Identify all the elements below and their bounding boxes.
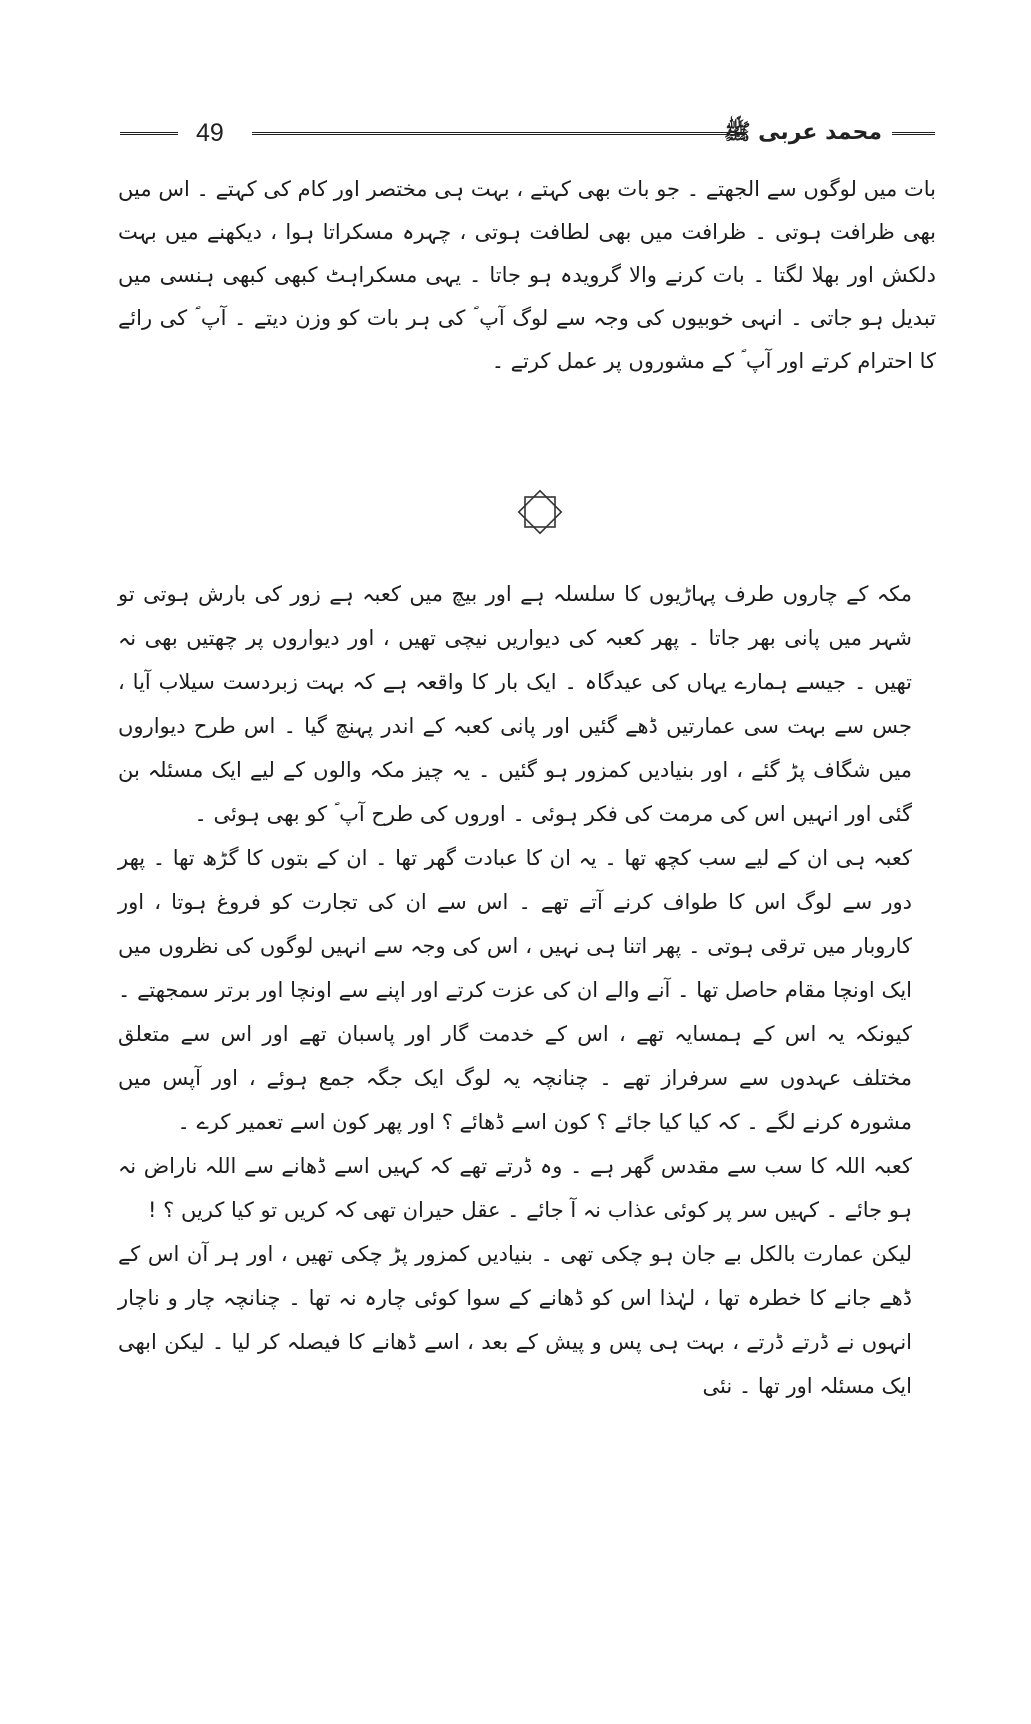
section-two — [118, 572, 936, 1408]
header-rule-middle — [252, 132, 747, 135]
header-rule-left — [120, 132, 178, 135]
header-rule-right — [892, 132, 935, 135]
running-title: محمد عربی ﷺ — [723, 120, 882, 145]
octagram-star-icon — [512, 484, 568, 540]
paragraph: مکہ کے چاروں طرف پہاڑیوں کا سلسلہ ہے اور بیچ میں کعبہ ہے زور کی بارش ہوتی تو شہر میں پانی بھر جاتا ۔ پھر کعبہ کی دیواریں نیچی تھیں ، اور دیواروں پر چھتیں بھی نہ تھیں ۔ جیسے ہمارے یہاں کی عیدگاہ ۔ ایک بار کا واقعہ ہے کہ بہت زبردست سیلاب آیا ، جس سے بہت سی عمارتیں ڈھے گئیں اور پانی کعبہ کے اندر پہنچ گیا ۔ اس طرح دیواروں میں شگاف پڑ گئے ، اور بنیادیں کمزور ہو گئیں ۔ یہ چیز مکہ والوں کے لیے ایک مسئلہ بن گئی اور انہیں اس کی مرمت کی فکر ہوئی ۔ اوروں کی طرح آپ ؐ کو بھی ہوئی ۔ — [118, 582, 912, 826]
paragraph: لیکن عمارت بالکل بے جان ہو چکی تھی ۔ بنیادیں کمزور پڑ چکی تھیں ، اور ہر آن اس کے ڈھے جانے کا خطرہ تھا ، لہٰذا اس کو ڈھانے کے سوا کوئی چارہ نہ تھا ۔ چنانچہ چار و ناچار انہوں نے ڈرتے ڈرتے ، بہت ہی پس و پیش کے بعد ، اسے ڈھانے کا فیصلہ کر لیا ۔ لیکن ابھی ایک مسئلہ اور تھا ۔ نئی — [118, 1242, 912, 1398]
page-number: 49 — [196, 119, 224, 147]
paragraph: کعبہ اللہ کا سب سے مقدس گھر ہے ۔ وہ ڈرتے تھے کہ کہیں اسے ڈھانے سے اللہ ناراض نہ ہو جائے ۔ کہیں سر پر کوئی عذاب نہ آ جائے ۔ عقل حیران تھی کہ کریں تو کیا کریں ؟ ! — [118, 1154, 912, 1222]
section-one — [118, 168, 936, 383]
paragraph: بات میں لوگوں سے الجھتے ۔ جو بات بھی کہتے ، بہت ہی مختصر اور کام کی کہتے ۔ اس میں بھی ظرافت ہوتی ۔ ظرافت میں بھی لطافت ہوتی ، چہرہ مسکراتا ہوا ، دیکھنے میں بہت دلکش اور بھلا لگتا ۔ بات کرنے والا گرویدہ ہو جاتا ۔ یہی مسکراہٹ کبھی کبھی ہنسی میں تبدیل ہو جاتی ۔ انہی خوبیوں کی وجہ سے لوگ آپ ؐ کی ہر بات کو وزن دیتے ۔ آپ ؐ کی رائے کا احترام کرتے اور آپ ؐ کے مشوروں پر عمل کرتے ۔ — [118, 177, 936, 373]
paragraph: کعبہ ہی ان کے لیے سب کچھ تھا ۔ یہ ان کا عبادت گھر تھا ۔ ان کے بتوں کا گڑھ تھا ۔ پھر دور سے لوگ اس کا طواف کرنے آتے تھے ۔ اس سے ان کی تجارت کو فروغ ہوتا ، اور کاروبار میں ترقی ہوتی ۔ پھر اتنا ہی نہیں ، اس کی وجہ سے انہیں لوگوں کی نظروں میں ایک اونچا مقام حاصل تھا ۔ آنے والے ان کی عزت کرتے اور اپنے سے اونچا اور برتر سمجھتے ۔ کیونکہ یہ اس کے ہمسایہ تھے ، اس کے خدمت گار اور پاسبان تھے اور اس سے متعلق مختلف عہدوں سے سرفراز تھے ۔ چنانچہ یہ لوگ ایک جگہ جمع ہوئے ، اور آپس میں مشورہ کرنے لگے ۔ کہ کیا کیا جائے ؟ کون اسے ڈھائے ؟ اور پھر کون اسے تعمیر کرے ۔ — [118, 846, 912, 1134]
page-header — [120, 118, 935, 154]
